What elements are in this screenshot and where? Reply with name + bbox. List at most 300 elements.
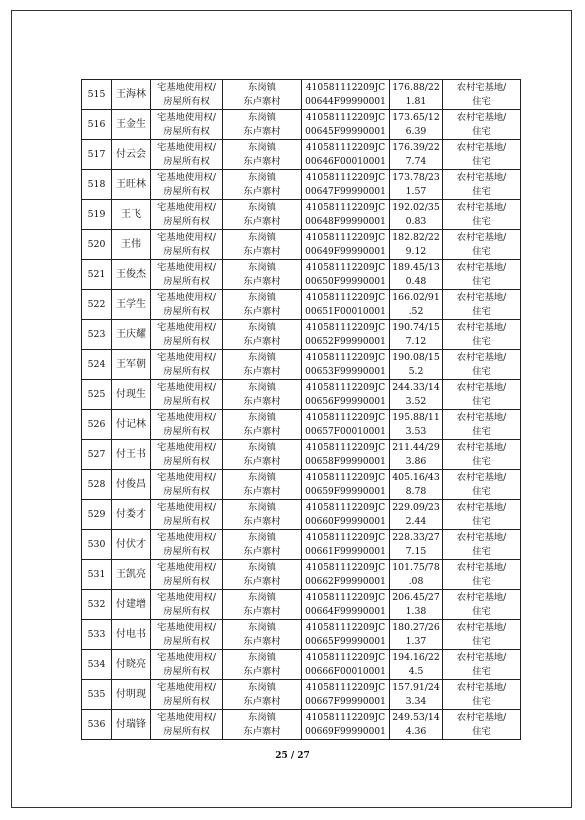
owner-name-cell: 王旺林	[112, 170, 151, 200]
area-cell-line: 2.44	[405, 515, 427, 527]
area-cell-line: 1.38	[405, 605, 427, 617]
land-use-cell-line: 住宅	[472, 395, 491, 407]
area-cell-line: 6.39	[405, 125, 427, 137]
area-cell	[390, 200, 443, 230]
owner-name-cell: 付记林	[112, 410, 151, 440]
right-type-cell	[151, 290, 223, 320]
land-use-cell	[443, 350, 521, 380]
unit-code-cell	[302, 380, 390, 410]
row-number-cell: 522	[82, 290, 112, 320]
location-cell-line: 东岗镇	[248, 351, 276, 363]
right-type-cell-line: 宅基地使用权/	[157, 201, 216, 213]
area-cell-line: 190.08/15	[392, 351, 440, 363]
location-cell-line: 东卢寨村	[243, 425, 281, 437]
area-cell-line: 173.65/12	[392, 111, 440, 123]
unit-code-cell-line: 410581112209JC	[305, 622, 386, 633]
right-type-cell-line: 宅基地使用权/	[157, 231, 216, 243]
location-cell	[223, 80, 302, 110]
right-type-cell-line: 宅基地使用权/	[157, 411, 216, 423]
owner-name-cell: 付伏才	[112, 530, 151, 560]
location-cell	[223, 230, 302, 260]
land-use-cell	[443, 380, 521, 410]
unit-code-cell-line: 00669F99990001	[305, 726, 386, 737]
row-number-cell: 528	[82, 470, 112, 500]
right-type-cell	[151, 620, 223, 650]
unit-code-cell	[302, 140, 390, 170]
area-cell-line: 0.48	[405, 275, 427, 287]
unit-code-cell	[302, 260, 390, 290]
unit-code-cell	[302, 230, 390, 260]
location-cell	[223, 650, 302, 680]
row-number-cell: 527	[82, 440, 112, 470]
area-cell	[390, 260, 443, 290]
area-cell	[390, 620, 443, 650]
location-cell-line: 东卢寨村	[243, 245, 281, 257]
location-cell-line: 东岗镇	[248, 81, 276, 93]
land-use-cell	[443, 230, 521, 260]
right-type-cell	[151, 110, 223, 140]
right-type-cell-line: 宅基地使用权/	[157, 261, 216, 273]
location-cell	[223, 140, 302, 170]
land-use-cell	[443, 320, 521, 350]
land-use-cell-line: 住宅	[472, 365, 491, 377]
row-number-cell: 530	[82, 530, 112, 560]
owner-name-cell: 付明现	[112, 680, 151, 710]
row-number-cell: 534	[82, 650, 112, 680]
owner-name-cell: 付晓亮	[112, 650, 151, 680]
row-number-cell: 515	[82, 80, 112, 110]
row-number-cell: 533	[82, 620, 112, 650]
area-cell	[390, 230, 443, 260]
right-type-cell	[151, 350, 223, 380]
location-cell-line: 东卢寨村	[243, 695, 281, 707]
owner-name-cell: 王海林	[112, 80, 151, 110]
unit-code-cell-line: 410581112209JC	[305, 532, 386, 543]
right-type-cell	[151, 200, 223, 230]
area-cell-line: 1.81	[405, 95, 427, 107]
unit-code-cell-line: 410581112209JC	[305, 592, 386, 603]
row-number-cell: 524	[82, 350, 112, 380]
land-use-cell	[443, 500, 521, 530]
right-type-cell-line: 房屋所有权	[163, 395, 210, 407]
right-type-cell-line: 房屋所有权	[163, 665, 210, 677]
area-cell	[390, 320, 443, 350]
land-use-cell-line: 农村宅基地/	[456, 111, 507, 123]
area-cell-line: 101.75/78	[392, 561, 440, 573]
land-use-cell-line: 农村宅基地/	[456, 501, 507, 513]
area-cell-line: 3.52	[405, 395, 427, 407]
land-use-cell	[443, 470, 521, 500]
right-type-cell-line: 房屋所有权	[163, 455, 210, 467]
unit-code-cell-line: 410581112209JC	[305, 472, 386, 483]
right-type-cell-line: 宅基地使用权/	[157, 381, 216, 393]
location-cell	[223, 380, 302, 410]
table-row	[82, 290, 521, 320]
land-use-cell-line: 农村宅基地/	[456, 651, 507, 663]
location-cell	[223, 470, 302, 500]
land-use-cell-line: 农村宅基地/	[456, 171, 507, 183]
right-type-cell	[151, 260, 223, 290]
unit-code-cell	[302, 170, 390, 200]
location-cell	[223, 350, 302, 380]
land-use-cell-line: 住宅	[472, 455, 491, 467]
land-use-cell-line: 农村宅基地/	[456, 291, 507, 303]
unit-code-cell-line: 00650F99990001	[305, 276, 386, 287]
land-use-cell-line: 住宅	[472, 95, 491, 107]
location-cell-line: 东卢寨村	[243, 725, 281, 737]
location-cell-line: 东岗镇	[248, 201, 276, 213]
table-row	[82, 110, 521, 140]
unit-code-cell-line: 410581112209JC	[305, 262, 386, 273]
location-cell	[223, 110, 302, 140]
area-cell-line: 1.37	[405, 635, 427, 647]
land-use-cell	[443, 590, 521, 620]
row-number-cell: 535	[82, 680, 112, 710]
location-cell-line: 东岗镇	[248, 711, 276, 723]
location-cell-line: 东卢寨村	[243, 125, 281, 137]
location-cell-line: 东卢寨村	[243, 185, 281, 197]
unit-code-cell-line: 00662F99990001	[305, 576, 386, 587]
land-use-cell-line: 住宅	[472, 485, 491, 497]
unit-code-cell-line: 00661F99990001	[305, 546, 386, 557]
area-cell-line: 3.86	[405, 455, 427, 467]
land-use-cell	[443, 200, 521, 230]
land-use-cell-line: 农村宅基地/	[456, 81, 507, 93]
location-cell	[223, 590, 302, 620]
right-type-cell	[151, 230, 223, 260]
row-number-cell: 531	[82, 560, 112, 590]
row-number-cell: 529	[82, 500, 112, 530]
table-row	[82, 440, 521, 470]
row-number-cell: 520	[82, 230, 112, 260]
area-cell	[390, 140, 443, 170]
row-number-cell: 523	[82, 320, 112, 350]
location-cell-line: 东岗镇	[248, 381, 276, 393]
row-number-cell: 532	[82, 590, 112, 620]
unit-code-cell-line: 00660F99990001	[305, 516, 386, 527]
right-type-cell-line: 宅基地使用权/	[157, 591, 216, 603]
unit-code-cell	[302, 560, 390, 590]
land-use-cell	[443, 110, 521, 140]
unit-code-cell-line: 00659F99990001	[305, 486, 386, 497]
location-cell-line: 东卢寨村	[243, 275, 281, 287]
right-type-cell-line: 宅基地使用权/	[157, 501, 216, 513]
area-cell-line: .08	[408, 575, 424, 587]
right-type-cell-line: 宅基地使用权/	[157, 171, 216, 183]
land-use-cell-line: 住宅	[472, 275, 491, 287]
location-cell	[223, 320, 302, 350]
area-cell-line: 3.34	[405, 695, 427, 707]
unit-code-cell-line: 410581112209JC	[305, 712, 386, 723]
land-use-cell-line: 住宅	[472, 245, 491, 257]
location-cell	[223, 680, 302, 710]
land-use-cell-line: 农村宅基地/	[456, 411, 507, 423]
area-cell-line: .52	[408, 305, 424, 317]
unit-code-cell-line: 410581112209JC	[305, 292, 386, 303]
area-cell-line: 182.82/22	[392, 231, 440, 243]
owner-name-cell: 付俊昌	[112, 470, 151, 500]
location-cell-line: 东岗镇	[248, 411, 276, 423]
land-use-cell-line: 农村宅基地/	[456, 441, 507, 453]
right-type-cell-line: 房屋所有权	[163, 305, 210, 317]
right-type-cell-line: 宅基地使用权/	[157, 351, 216, 363]
location-cell-line: 东卢寨村	[243, 335, 281, 347]
location-cell-line: 东岗镇	[248, 171, 276, 183]
area-cell-line: 1.57	[405, 185, 427, 197]
unit-code-cell-line: 00658F99990001	[305, 456, 386, 467]
area-cell-line: 189.45/13	[392, 261, 440, 273]
owner-name-cell: 王金生	[112, 110, 151, 140]
property-rights-table	[81, 79, 521, 740]
area-cell-line: 7.74	[405, 155, 427, 167]
area-cell-line: 244.33/14	[392, 381, 440, 393]
land-use-cell	[443, 260, 521, 290]
area-cell-line: 229.09/23	[392, 501, 440, 513]
land-use-cell	[443, 140, 521, 170]
land-use-cell-line: 住宅	[472, 125, 491, 137]
land-use-cell-line: 农村宅基地/	[456, 591, 507, 603]
owner-name-cell: 王学生	[112, 290, 151, 320]
unit-code-cell	[302, 200, 390, 230]
right-type-cell-line: 房屋所有权	[163, 365, 210, 377]
area-cell-line: 173.78/23	[392, 171, 440, 183]
area-cell	[390, 590, 443, 620]
right-type-cell-line: 宅基地使用权/	[157, 291, 216, 303]
area-cell	[390, 350, 443, 380]
unit-code-cell-line: 410581112209JC	[305, 232, 386, 243]
right-type-cell	[151, 170, 223, 200]
area-cell	[390, 410, 443, 440]
area-cell-line: 180.27/26	[392, 621, 440, 633]
land-use-cell	[443, 620, 521, 650]
unit-code-cell-line: 410581112209JC	[305, 202, 386, 213]
right-type-cell-line: 宅基地使用权/	[157, 81, 216, 93]
land-use-cell-line: 住宅	[472, 665, 491, 677]
location-cell-line: 东岗镇	[248, 591, 276, 603]
land-use-cell	[443, 290, 521, 320]
area-cell-line: 4.36	[405, 725, 427, 737]
table-row	[82, 560, 521, 590]
unit-code-cell-line: 410581112209JC	[305, 322, 386, 333]
land-use-cell-line: 农村宅基地/	[456, 561, 507, 573]
unit-code-cell-line: 00646F00010001	[305, 156, 386, 167]
area-cell-line: 176.88/22	[392, 81, 440, 93]
area-cell-line: 3.53	[405, 425, 427, 437]
owner-name-cell: 王凯亮	[112, 560, 151, 590]
location-cell	[223, 440, 302, 470]
owner-name-cell: 王庆耀	[112, 320, 151, 350]
unit-code-cell-line: 00657F00010001	[305, 426, 386, 437]
unit-code-cell	[302, 710, 390, 740]
land-use-cell-line: 住宅	[472, 635, 491, 647]
location-cell-line: 东岗镇	[248, 231, 276, 243]
unit-code-cell	[302, 620, 390, 650]
right-type-cell-line: 房屋所有权	[163, 335, 210, 347]
location-cell	[223, 530, 302, 560]
right-type-cell-line: 房屋所有权	[163, 485, 210, 497]
land-use-cell	[443, 170, 521, 200]
row-number-cell: 525	[82, 380, 112, 410]
right-type-cell	[151, 470, 223, 500]
land-use-cell-line: 农村宅基地/	[456, 321, 507, 333]
unit-code-cell-line: 410581112209JC	[305, 142, 386, 153]
unit-code-cell-line: 410581112209JC	[305, 172, 386, 183]
location-cell-line: 东卢寨村	[243, 485, 281, 497]
area-cell-line: 4.5	[408, 665, 424, 677]
location-cell	[223, 560, 302, 590]
owner-name-cell: 付现生	[112, 380, 151, 410]
unit-code-cell	[302, 500, 390, 530]
location-cell-line: 东卢寨村	[243, 605, 281, 617]
location-cell	[223, 710, 302, 740]
area-cell-line: 0.83	[405, 215, 427, 227]
location-cell-line: 东岗镇	[248, 621, 276, 633]
right-type-cell-line: 宅基地使用权/	[157, 441, 216, 453]
area-cell-line: 9.12	[405, 245, 427, 257]
unit-code-cell-line: 00664F99990001	[305, 606, 386, 617]
table-row	[82, 650, 521, 680]
right-type-cell	[151, 680, 223, 710]
location-cell-line: 东岗镇	[248, 111, 276, 123]
land-use-cell-line: 住宅	[472, 695, 491, 707]
location-cell-line: 东卢寨村	[243, 395, 281, 407]
land-use-cell-line: 农村宅基地/	[456, 201, 507, 213]
right-type-cell-line: 宅基地使用权/	[157, 621, 216, 633]
unit-code-cell	[302, 320, 390, 350]
location-cell	[223, 620, 302, 650]
owner-name-cell: 付建增	[112, 590, 151, 620]
location-cell-line: 东卢寨村	[243, 365, 281, 377]
owner-name-cell: 王飞	[112, 200, 151, 230]
unit-code-cell-line: 00651F00010001	[305, 306, 386, 317]
table-row	[82, 200, 521, 230]
page-number: 25 / 27	[275, 751, 310, 761]
unit-code-cell-line: 00653F99990001	[305, 366, 386, 377]
table-row	[82, 140, 521, 170]
unit-code-cell-line: 410581112209JC	[305, 502, 386, 513]
location-cell-line: 东岗镇	[248, 141, 276, 153]
land-use-cell-line: 住宅	[472, 305, 491, 317]
unit-code-cell-line: 410581112209JC	[305, 682, 386, 693]
owner-name-cell: 付瑞锋	[112, 710, 151, 740]
location-cell-line: 东卢寨村	[243, 155, 281, 167]
right-type-cell	[151, 590, 223, 620]
right-type-cell-line: 宅基地使用权/	[157, 711, 216, 723]
right-type-cell	[151, 140, 223, 170]
land-use-cell-line: 住宅	[472, 545, 491, 557]
area-cell-line: 7.15	[405, 545, 427, 557]
table-row	[82, 470, 521, 500]
right-type-cell-line: 宅基地使用权/	[157, 561, 216, 573]
land-use-cell-line: 住宅	[472, 425, 491, 437]
right-type-cell-line: 房屋所有权	[163, 245, 210, 257]
location-cell-line: 东岗镇	[248, 651, 276, 663]
area-cell-line: 211.44/29	[392, 441, 440, 453]
right-type-cell	[151, 410, 223, 440]
unit-code-cell-line: 00656F99990001	[305, 396, 386, 407]
right-type-cell-line: 房屋所有权	[163, 725, 210, 737]
right-type-cell-line: 房屋所有权	[163, 605, 210, 617]
row-number-cell: 516	[82, 110, 112, 140]
location-cell-line: 东岗镇	[248, 531, 276, 543]
area-cell	[390, 650, 443, 680]
location-cell-line: 东岗镇	[248, 291, 276, 303]
area-cell-line: 194.16/22	[392, 651, 440, 663]
location-cell-line: 东卢寨村	[243, 215, 281, 227]
unit-code-cell-line: 00644F99990001	[305, 96, 386, 107]
land-use-cell-line: 农村宅基地/	[456, 381, 507, 393]
table-row	[82, 320, 521, 350]
land-use-cell-line: 农村宅基地/	[456, 261, 507, 273]
location-cell-line: 东卢寨村	[243, 635, 281, 647]
area-cell-line: 249.53/14	[392, 711, 440, 723]
land-use-cell-line: 农村宅基地/	[456, 711, 507, 723]
right-type-cell-line: 房屋所有权	[163, 635, 210, 647]
location-cell-line: 东岗镇	[248, 681, 276, 693]
area-cell-line: 7.12	[405, 335, 427, 347]
land-use-cell	[443, 440, 521, 470]
right-type-cell	[151, 80, 223, 110]
unit-code-cell	[302, 410, 390, 440]
area-cell-line: 195.88/11	[392, 411, 440, 423]
land-use-cell-line: 农村宅基地/	[456, 231, 507, 243]
right-type-cell	[151, 440, 223, 470]
right-type-cell-line: 房屋所有权	[163, 125, 210, 137]
area-cell	[390, 530, 443, 560]
right-type-cell-line: 房屋所有权	[163, 155, 210, 167]
area-cell	[390, 170, 443, 200]
area-cell-line: 228.33/27	[392, 531, 440, 543]
row-number-cell: 517	[82, 140, 112, 170]
unit-code-cell-line: 410581112209JC	[305, 562, 386, 573]
right-type-cell-line: 房屋所有权	[163, 575, 210, 587]
right-type-cell	[151, 650, 223, 680]
location-cell-line: 东卢寨村	[243, 515, 281, 527]
table-row	[82, 170, 521, 200]
location-cell	[223, 260, 302, 290]
location-cell-line: 东岗镇	[248, 501, 276, 513]
unit-code-cell	[302, 680, 390, 710]
unit-code-cell	[302, 470, 390, 500]
owner-name-cell: 王俊杰	[112, 260, 151, 290]
row-number-cell: 519	[82, 200, 112, 230]
right-type-cell-line: 房屋所有权	[163, 695, 210, 707]
unit-code-cell	[302, 440, 390, 470]
right-type-cell	[151, 560, 223, 590]
unit-code-cell-line: 00666F00010001	[305, 666, 386, 677]
owner-name-cell: 王伟	[112, 230, 151, 260]
right-type-cell-line: 房屋所有权	[163, 515, 210, 527]
location-cell-line: 东卢寨村	[243, 455, 281, 467]
row-number-cell: 536	[82, 710, 112, 740]
area-cell-line: 405.16/43	[392, 471, 440, 483]
area-cell	[390, 440, 443, 470]
land-use-cell-line: 农村宅基地/	[456, 471, 507, 483]
right-type-cell	[151, 380, 223, 410]
table-row	[82, 500, 521, 530]
right-type-cell	[151, 320, 223, 350]
right-type-cell-line: 宅基地使用权/	[157, 321, 216, 333]
location-cell-line: 东岗镇	[248, 321, 276, 333]
area-cell-line: 8.78	[405, 485, 427, 497]
unit-code-cell	[302, 110, 390, 140]
land-use-cell-line: 农村宅基地/	[456, 141, 507, 153]
row-number-cell: 518	[82, 170, 112, 200]
location-cell	[223, 410, 302, 440]
location-cell-line: 东岗镇	[248, 471, 276, 483]
land-use-cell-line: 住宅	[472, 185, 491, 197]
right-type-cell	[151, 530, 223, 560]
